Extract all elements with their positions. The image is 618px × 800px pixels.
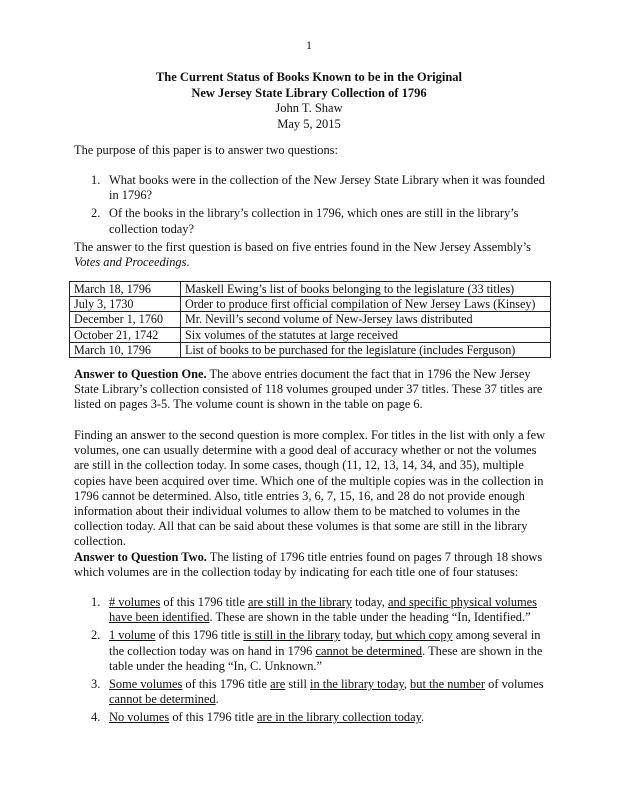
page-number: 1: [306, 40, 312, 52]
table-row: [70, 282, 551, 297]
answer-two-paragraph: Answer to Question Two. The listing of 1796 title entries found on pages 7 through 18 shows which volumes are in the collection today by indicating for each title one of four statuses:: [74, 550, 543, 580]
entry-date: July 3, 1730: [70, 297, 181, 312]
status-list: [91, 595, 551, 729]
votes-and-proceedings: Votes and Proceedings: [74, 255, 187, 270]
answer-basis-paragraph: The answer to the first question is based on five entries found in the New Jersey Assembly’s Votes and Proceedings.: [74, 240, 531, 270]
author: John T. Shaw: [275, 101, 343, 115]
title-line-2: New Jersey State Library Collection of 1796: [191, 85, 427, 100]
table-row: [70, 297, 551, 312]
entry-date: March 10, 1796: [70, 342, 181, 357]
title-block: [0, 70, 618, 132]
title-line-1: The Current Status of Books Known to be in the Original: [155, 70, 463, 84]
questions-list: [91, 173, 551, 240]
entry-date: December 1, 1760: [70, 312, 181, 327]
status-item: 2. 1 volume of this 1796 title is still in the library today, but which copy among several in the collection today was on hand in 1796 cannot be determined. These are shown in the table under the heading “In, C. Unknown.”: [91, 628, 543, 673]
entry-description: Six volumes of the statutes at large received: [181, 327, 551, 342]
status-item: 1. # volumes of this 1796 title are still in the library today, and specific physical volumes have been identified. These are shown in the table under the heading “In, Identified.”: [91, 595, 537, 625]
entry-date: October 21, 1742: [70, 327, 181, 342]
entry-description: Order to produce first official compilation of New Jersey Laws (Kinsey): [181, 297, 551, 312]
question-text: What books were in the collection of the New Jersey State Library when it was founded in 1796?: [109, 173, 545, 203]
status-item: 3. Some volumes of this 1796 title are still in the library today, but the number of volumes cannot be determined.: [91, 677, 544, 707]
second-question-paragraph: Finding an answer to the second question is more complex. For titles in the list with only a few volumes, one can usually determine with a good deal of accuracy whether or not the volumes are still in the collection today. In some cases, though (11, 12, 13, 14, 34, and 35), multiple copies have been acquired over time. Which one of the multiple copies was in the collection in 1796 cannot be determined. Also, title entries 3, 6, 7, 15, 16, and 28 do not provide enough information about their individual volumes to allow them to be matched to volumes in the collection today. All that can be said about these volumes is that some are still in the library collection.: [74, 428, 546, 549]
question-item: 2. Of the books in the library’s collection in 1796, which ones are still in the library’s collection today?: [91, 206, 519, 236]
entry-description: Mr. Nevill’s second volume of New-Jersey laws distributed: [181, 312, 551, 327]
status-item: 4. No volumes of this 1796 title are in the library collection today.: [91, 710, 425, 725]
answer-one-paragraph: Answer to Question One. The above entries document the fact that in 1796 the New Jersey State Library’s collection consisted of 118 volumes grouped under 37 titles. These 37 titles are listed on pages 3-5. The volume count is shown in the table on page 6.: [74, 367, 543, 412]
question-text: Of the books in the library’s collection in 1796, which ones are still in the library’s collection today?: [109, 206, 519, 236]
intro-paragraph: The purpose of this paper is to answer two questions:: [74, 143, 338, 157]
answer-two-heading: Answer to Question Two.: [74, 550, 207, 564]
entries-table: [69, 281, 551, 358]
entry-description: Maskell Ewing’s list of books belonging to the legislature (33 titles): [181, 282, 551, 297]
table-row: [70, 342, 551, 357]
table-row: [70, 312, 551, 327]
question-item: 1. What books were in the collection of the New Jersey State Library when it was founded in 1796?: [91, 173, 545, 203]
document-date: May 5, 2015: [277, 116, 341, 131]
entry-description: List of books to be purchased for the legislature (includes Ferguson): [181, 342, 551, 357]
table-row: [70, 327, 551, 342]
entry-date: March 18, 1796: [70, 282, 181, 297]
answer-one-heading: Answer to Question One.: [74, 367, 207, 381]
